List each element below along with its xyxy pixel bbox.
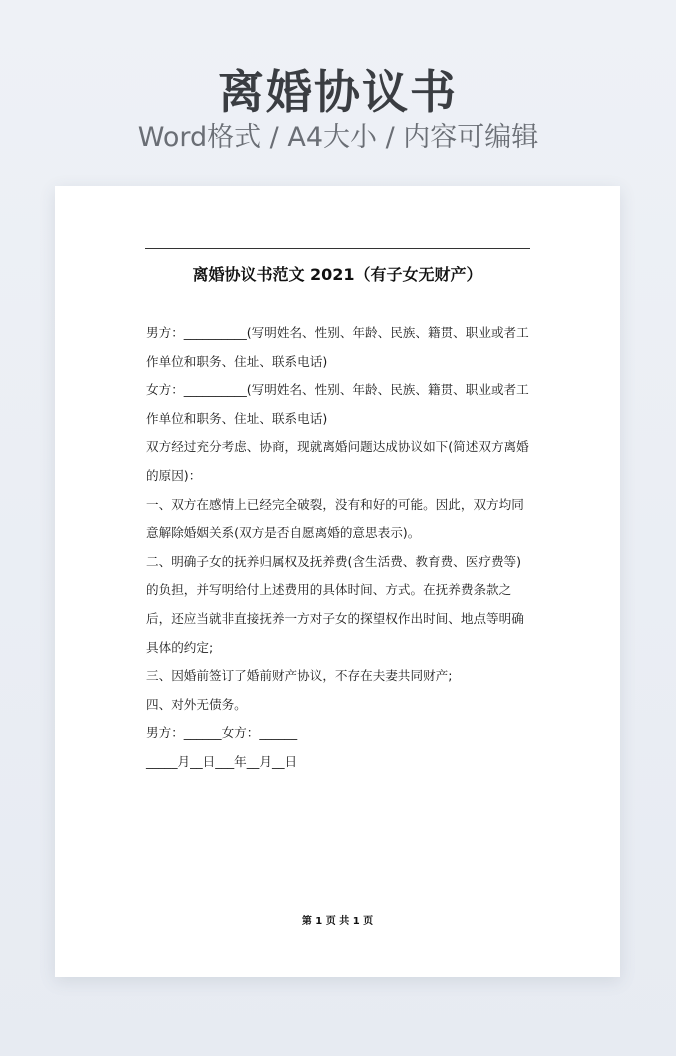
clause-2-paragraph: 二、明确子女的抚养归属权及抚养费(含生活费、教育费、医疗费等)的负担，并写明给付上述费用的具体时间、方式。在抚养费条款之后，还应当就非直接抚养一方对子女的探望权作出时间、地点等明确具体的约定; xyxy=(146,553,524,655)
party-female-paragraph: 女方：__________(写明姓名、性别、年龄、民族、籍贯、职业或者工作单位和职务、住址、联系电话) xyxy=(146,382,529,426)
clause-4-paragraph: 四、对外无债务。 xyxy=(146,696,247,712)
date-line: _____月__日___年__月__日 xyxy=(146,753,298,769)
document-body xyxy=(146,319,532,777)
header-rule xyxy=(145,248,530,249)
clause-1-paragraph: 一、双方在感情上已经完全破裂，没有和好的可能。因此，双方均同意解除婚姻关系(双方是否自愿离婚的意思表示)。 xyxy=(146,496,524,541)
banner-subtitle: Word格式 / A4大小 / 内容可编辑 xyxy=(137,122,539,153)
banner-title: 离婚协议书 xyxy=(218,65,458,119)
signature-line: 男方：______女方：______ xyxy=(146,725,298,741)
clause-3-paragraph: 三、因婚前签订了婚前财产协议，不存在夫妻共同财产; xyxy=(146,668,453,684)
document-title: 离婚协议书范文 2021（有子女无财产） xyxy=(192,265,483,284)
preamble-paragraph: 双方经过充分考虑、协商，现就离婚问题达成协议如下(简述双方离婚的原因)： xyxy=(146,439,529,483)
party-male-paragraph: 男方：__________(写明姓名、性别、年龄、民族、籍贯、职业或者工作单位和职务、住址、联系电话) xyxy=(146,325,529,369)
document-page xyxy=(55,186,620,977)
page-footer: 第 1 页 共 1 页 xyxy=(301,916,374,927)
